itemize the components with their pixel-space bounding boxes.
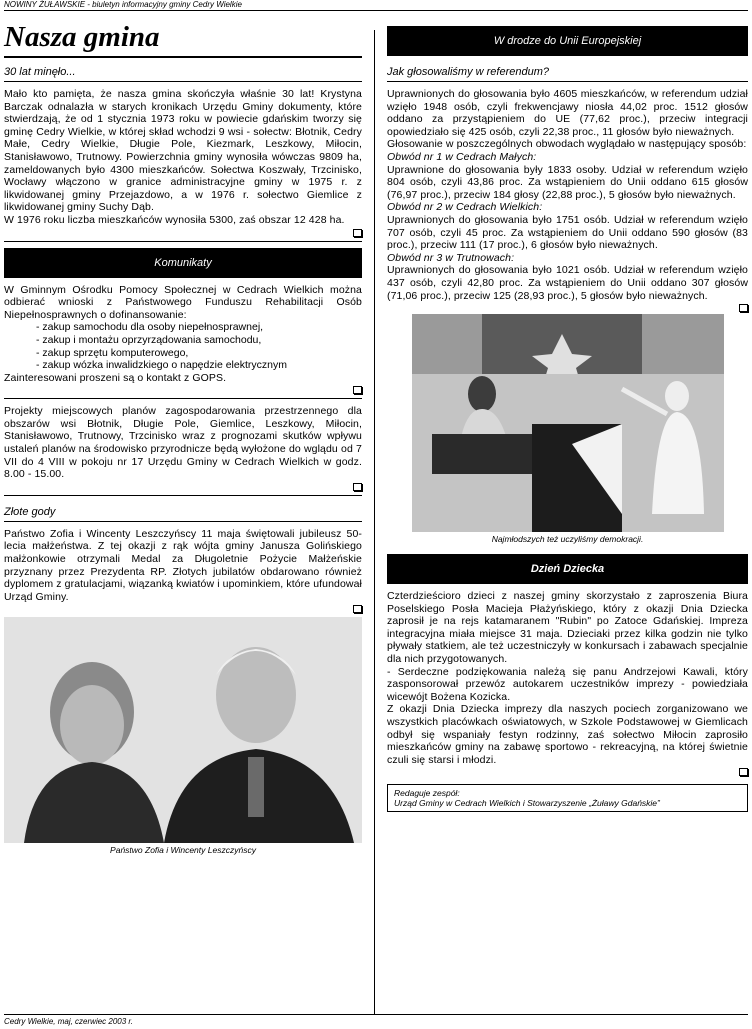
editors-names: Urząd Gminy w Cedrach Wielkich i Stowarzyszenie „Żuławy Gdańskie” <box>394 798 660 809</box>
referendum-intro: Głosowanie w poszczególnych obwodach wyglądało w następujący sposób: <box>387 138 747 151</box>
district-2-text: Uprawnionych do głosowania było 1751 osób. Udział w referendum wzięło 707 osób, czyli 45 proc. Za wstąpieniem do Unii oddano 590 głosów (83 proc.), przeciw 111 (17 proc.), 6 głosów było nieważnych. <box>387 213 748 252</box>
dzien-heading: Dzień Dziecka <box>387 554 748 584</box>
editors-label: Redaguje zespół: <box>394 788 460 799</box>
end-square-icon <box>739 304 748 312</box>
end-square-icon <box>353 229 362 237</box>
couple-photo <box>4 617 362 843</box>
end-square-icon <box>353 483 362 491</box>
right-column <box>387 14 748 812</box>
district-2-heading: Obwód nr 2 w Cedrach Wielkich: <box>387 201 543 214</box>
plans-text: Projekty miejscowych planów zagospodarowania przestrzennego dla obszarów wsi Błotnik, Długie Pole, Giemlice, Leszkowy, Miłocin, Stanisławowo, Trutnowy, Trzcinisko wraz z prognozami skutków wpływu ustaleń planów na środowisko przyrodnicze będą wyłożone do wglądu od 7 VII do 4 VIII w pokoju nr 17 Urzędu Gminy w Cedrach Wielkich w godz. 8.00 - 15.00. <box>4 405 362 481</box>
plans-article <box>4 405 362 496</box>
eu-subheading: Jak głosowaliśmy w referendum? <box>387 62 748 82</box>
komunikaty-heading: Komunikaty <box>4 248 362 278</box>
left-column <box>4 14 362 855</box>
komunikaty-intro: W Gminnym Ośrodku Pomocy Społecznej w Cedrach Wielkich można odbierać wnioski z Państwowego Funduszu Rehabilitacji Osób Niepełnosprawnych o dofinansowanie: <box>4 283 362 321</box>
gody-text: Państwo Zofia i Wincenty Leszczyńscy 11 maja świętowali jubileusz 50-lecia małżeństwa. Z tej okazji z rąk wójta gminy Janusza Golińskiego małżonkowie otrzymali Medal za Długoletnie Pożycie Małżeńskie przyznany przez Prezydenta RP. Złotych jubilatów obdarowano również dyplomem z gratulacjami, wiązanką kwiatów i upominkiem, które ufundował Urząd Gminy. <box>4 527 362 603</box>
district-3-heading: Obwód nr 3 w Trutnowach: <box>387 251 515 264</box>
history-text-2: W 1976 roku liczba mieszkańców wynosiła 5300, zaś obszar 12 428 ha. <box>4 213 345 226</box>
end-square-icon <box>739 768 748 776</box>
couple-photo-illustration <box>4 617 362 843</box>
dzien-text-2: - Serdeczne podziękowania należą się panu Andrzejowi Kawali, który zasponsorował przewóz autokarem uczestników imprezy - powiedziała wicewójt Bożena Kozicka. <box>387 665 748 703</box>
gody-heading: Złote gody <box>4 502 362 522</box>
page-footer: Cedry Wielkie, maj, czerwiec 2003 r. <box>4 1014 748 1026</box>
gody-article <box>4 528 362 856</box>
running-header: NOWINY ŻUŁAWSKIE - biuletyn informacyjny gminy Cedry Wielkie <box>4 0 748 11</box>
end-square-icon <box>353 605 362 613</box>
dzien-article <box>387 590 748 776</box>
district-1-text: Uprawnione do głosowania były 1833 osoby. Udział w referendum wzięło 804 osób, czyli 43,86 proc. Za wstąpieniem do Unii oddano 615 głosów (76,97 proc.), przeciw 184 głosy (22,88 proc.), 5 głosów było nieważnych. <box>387 163 748 201</box>
voting-photo-illustration <box>412 314 724 532</box>
voting-photo-caption: Najmłodszych też uczyliśmy demokracji. <box>491 534 644 545</box>
referendum-summary: Uprawnionych do głosowania było 4605 mieszkańców, w referendum udział wzięło 1948 osób, czyli frekwencjawy niosła 44,02 proc. 1512 głosów oddano za przystąpieniem do UE (77,62 proc.), przeciw integracji opowiedziało się 425 osób, czyli 22,38 proc., 11 głosów było nieważnych. <box>387 88 748 138</box>
eu-heading: W drodze do Unii Europejskiej <box>387 26 748 56</box>
district-3-text: Uprawnionych do głosowania było 1021 osób. Udział w referendum wzięło 437 osób, czyli 42,80 proc. Za wstąpieniem do Unii oddano 307 głosów (71,06 proc.), przeciw 125 (28,93 proc.), 5 głosów było nieważnych. <box>387 264 748 302</box>
history-heading: 30 lat minęło... <box>4 62 362 82</box>
referendum-article <box>387 88 748 548</box>
voting-photo <box>412 314 724 532</box>
editors-box <box>387 784 748 812</box>
page-title: Nasza gmina <box>4 20 362 58</box>
list-item: - zakup wózka inwalidzkiego o napędzie elektrycznym <box>36 359 362 372</box>
end-square-icon <box>353 386 362 394</box>
dzien-text-3: Z okazji Dnia Dziecka imprezy dla naszych pociech zorganizowano we wszystkich placówkach oświatowych, w Szkole Podstawowej w Giemlicach odbył się wspaniały festyn rodzinny, zaś sołectwo Miłocin zaprosiło mieszkańców gminy na zabawę sportowo - rekreacyjną, na której świetnie czuli się starsi i młodzi. <box>387 703 748 766</box>
history-article <box>4 88 362 242</box>
history-text: Mało kto pamięta, że nasza gmina skończyła właśnie 30 lat! Krystyna Barczak odnalazła w starych kronikach Urzędu Gminy dokumenty, które stwierdzają, że od 1 stycznia 1973 roku w powiecie gdańskim tworzy się gminę Cedry Wielkie, w której skład wchodzi 9 wsi - sołectw: Błotnik, Cedry Małe, Cedry Wielkie, Długie Pole, Kiezmark, Leszkowy, Miłocin, Stanisławowo, Trutnowy. Powierzchnia gminy wynosiła wówczas 9809 ha, zameldowanych było 4300 mieszkańców. Sołectwa Koszwały, Trzcinisko, Wocławy włączono w granice administracyjne gminy w 1975 r. z likwidowanej gminy Przejazdowo, a w 1976 r. sołectwo Giemlice z likwidowanej gminy Suchy Dąb. <box>4 88 362 214</box>
list-item: - zakup i montażu oprzyrządowania samochodu, <box>36 334 362 347</box>
komunikaty-outro: Zainteresowani proszeni są o kontakt z GOPS. <box>4 371 227 384</box>
list-item: - zakup sprzętu komputerowego, <box>36 347 362 360</box>
komunikaty-article <box>4 284 362 400</box>
district-1-heading: Obwód nr 1 w Cedrach Małych: <box>387 150 537 163</box>
couple-photo-caption: Państwo Zofia i Wincenty Leszczyńscy <box>110 845 256 856</box>
funding-list <box>4 321 362 371</box>
dzien-text-1: Czterdzieścioro dzieci z naszej gminy skorzystało z zaproszenia Biura Poselskiego Posła Macieja Płażyńskiego, który z okazji Dnia Dziecka zaprosił je na rejs katamaranem "Rubin" po Zatoce Gdańskiej. Impreza integracyjna miała miejsce 31 maja. Dzieciaki przez kilka godzin nie tylko pływały statkiem, ale też uczestniczyły w konkursach i zabawach specjalnie dla nich przygotowanych. <box>387 590 748 666</box>
list-item: - zakup samochodu dla osoby niepełnosprawnej, <box>36 321 362 334</box>
column-divider <box>374 30 375 1015</box>
